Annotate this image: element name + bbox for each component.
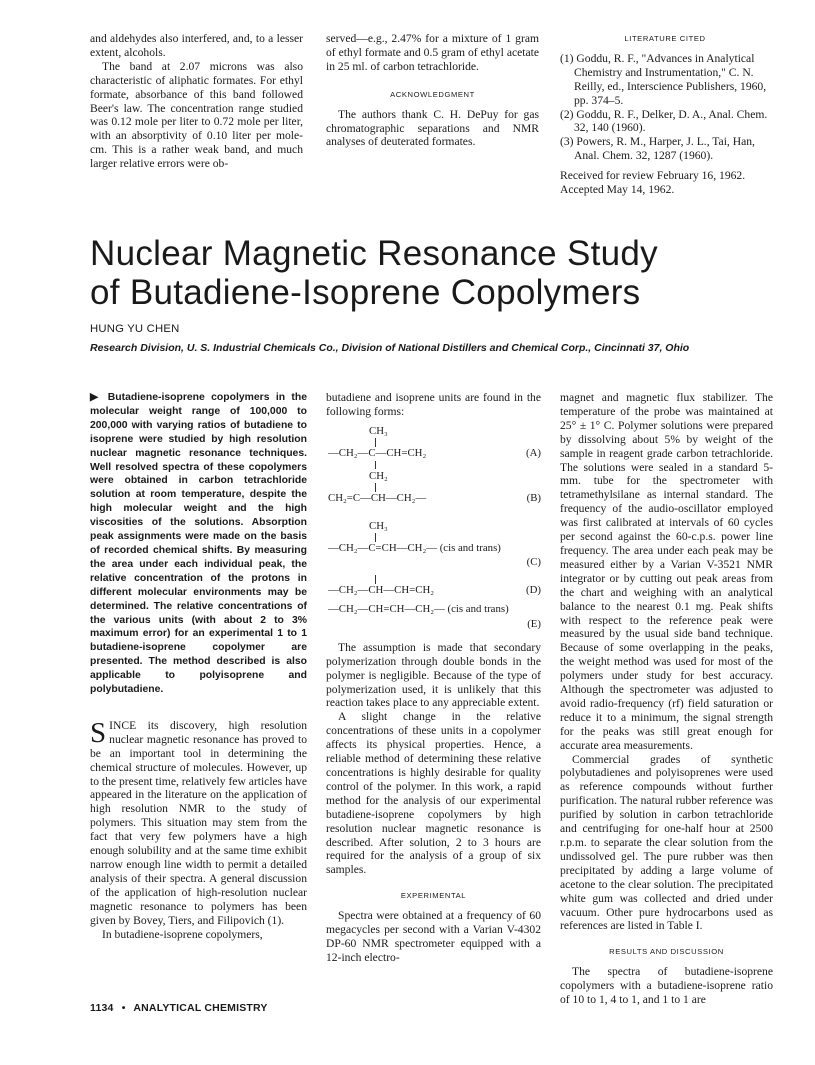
- bond-line: [375, 461, 376, 469]
- formula-a: —CH₂—C—CH=CH₂: [328, 446, 427, 459]
- formula-b-label: (B): [526, 491, 541, 504]
- middle-column: [326, 391, 541, 965]
- formula-c: —CH₂—C=CH—CH₂— (cis and trans): [328, 541, 501, 554]
- formula-e-label: (E): [527, 617, 541, 630]
- mid-para: A slight change in the relative concentrations of these units in a copolymer affects its physical properties. Hence, a reliable method of determining these relative concentrations is highly desirable for quality control of the polymer. In this work, a rapid method for the analysis of our experimental butadiene-isoprene copolymers by high resolution nuclear magnetic resonance is described. After solution, 2 to 3 hours are required for the analysis of a group of six samples.: [326, 710, 541, 877]
- formula-c-substituent: CH₃: [369, 519, 388, 532]
- received-note: Received for review February 16, 1962. Accepted May 14, 1962.: [560, 169, 746, 197]
- right-para: The spectra of butadiene-isoprene copolymers with a butadiene-isoprene ratio of 10 to 1, 4 to 1, and 1 to 1 are: [560, 965, 773, 1007]
- affiliation: Research Division, U. S. Industrial Chemicals Co., Division of National Distillers and Chemical Corp., Cincinnati 37, Ohio: [90, 342, 690, 354]
- right-column: [560, 391, 773, 1007]
- right-para: magnet and magnetic flux stabilizer. The temperature of the probe was maintained at 25° ± 1° C. Polymer solutions were prepared by dissolving about 5% by weight of the sample in reagent grade carbon tetrachloride. The solutions were sealed in a standard 5-mm. tube for the spectrometer with tetramethylsilane as internal standard. The frequency of the audio-oscillator employed was first calibrated at intervals of 60 cycles per second against the 60-c.p.s. power line frequency. The area under each peak may be measured either by a Varian V-3521 NMR integrator or by cutting out peak areas from the chart and weighing with an analytical balance to the nearest 0.1 mg. Peak shifts with respect to the reference peak were measured by the usual side band technique. Because of some overlapping in the peaks, the weight method was used for most of the polymers under study for best accuracy. Although the spectrometer was adjusted to avoid radio-frequency (rf) field saturation or reduce it to a minimum, the signal strength for the peaks was still great enough for accurate area measurements.: [560, 391, 773, 752]
- top-col1-para: The band at 2.07 microns was also characteristic of aliphatic formates. For ethyl formate, absorbance of this band followed Beer's law. The concentration range studied was 0.12 mole per liter to 0.72 mole per liter, with an absorptivity of 0.10 liter per mole-cm. This is a rather weak band, and much larger relative errors were ob-: [90, 59, 303, 171]
- structural-formulas: [326, 425, 541, 671]
- formula-d: —CH₂—CH—CH=CH₂: [328, 583, 435, 596]
- top-col1-para: and aldehydes also interfered, and, to a lesser extent, alcohols.: [90, 32, 303, 59]
- footer-bullet: •: [121, 1002, 126, 1014]
- top-column-2: [326, 32, 539, 149]
- article-title: [90, 234, 770, 312]
- introduction: [90, 716, 307, 942]
- page-footer: [90, 1002, 268, 1014]
- top-col2-para: served—e.g., 2.47% for a mixture of 1 gram of ethyl formate and 0.5 gram of ethyl acetate in 25 ml. of carbon tetrachloride.: [326, 32, 539, 73]
- left-column: [90, 391, 307, 941]
- reference-item: (2) Goddu, R. F., Delker, D. A., Anal. Chem. 32, 140 (1960).: [560, 107, 768, 135]
- formula-c-label: (C): [526, 555, 541, 568]
- top-column-3: [560, 32, 770, 197]
- reference-item: (1) Goddu, R. F., "Advances in Analytical Chemistry and Instrumentation," C. N. Reilly, ed., Interscience Publishers, 1960, pp. 374–5.: [560, 51, 767, 107]
- forms-lead: butadiene and isoprene units are found in the following forms:: [326, 391, 541, 418]
- author-name: HUNG YU CHEN: [90, 323, 180, 335]
- formula-e: —CH₂—CH=CH—CH₂— (cis and trans): [328, 602, 509, 615]
- bond-line: [375, 438, 376, 447]
- formula-a-label: (A): [526, 446, 541, 459]
- drop-cap: S: [90, 716, 107, 749]
- top-column-1: [90, 32, 303, 171]
- page-number: 1134: [90, 1002, 114, 1014]
- formula-a-substituent: CH₃: [369, 424, 388, 437]
- literature-cited-heading: LITERATURE CITED: [624, 34, 706, 43]
- bond-line: [375, 533, 376, 542]
- intro-para: In butadiene-isoprene copolymers,: [102, 927, 263, 941]
- formula-b-substituent: CH₂: [369, 469, 388, 482]
- formula-b: CH₂=C—CH—CH₂—: [328, 491, 427, 504]
- bond-line: [375, 575, 376, 584]
- mid-para: The assumption is made that secondary polymerization through double bonds in the polymer is negligible. Because of the type of polymerization used, it is unlikely that this reaction takes place to any appreciable extent.: [326, 640, 541, 710]
- reference-item: (3) Powers, R. M., Harper, J. L., Tai, Han, Anal. Chem. 32, 1287 (1960).: [560, 135, 755, 163]
- right-para: Commercial grades of synthetic polybutadienes and polyisoprenes were used as reference compounds without further purification. The natural rubber reference was purified by solution in carbon tetrachloride and centrifuging for one-half hour at 2500 r.p.m. to separate the clear solution from the undissolved gel. The pure rubber was then precipitated by adding a large volume of acetone to the clear solution. The precipitated white gum was collected and dried under vacuum. Other pure hydrocarbons used as references are listed in Table I.: [560, 752, 773, 933]
- intro-para: INCE its discovery, high resolution nuclear magnetic resonance has proved to be an important tool in determining the chemical structure of molecules. However, up to the present time, relatively few articles have appeared in the literature on the application of high resolution NMR to the study of polymers. This situation may stem from the fact that very few polymers have a high enough solubility and at the same time exhibit narrow enough line width to permit a detailed analysis of their spectra. A general discussion of the application of high-resolution nuclear magnetic resonance to polymers has been given by Bovey, Tiers, and Filipovich (1).: [90, 718, 307, 927]
- title-line-2: of Butadiene-Isoprene Copolymers: [90, 273, 641, 312]
- mid-para: Spectra were obtained at a frequency of 60 megacycles per second with a Varian V-4302 DP-60 NMR spectrometer equipped with a 12-inch electro-: [326, 909, 541, 964]
- acknowledgment-text: The authors thank C. H. DePuy for gas chromatographic separations and NMR analyses of deuterated formates.: [326, 107, 539, 149]
- results-heading: RESULTS AND DISCUSSION: [609, 947, 724, 957]
- acknowledgment-heading: ACKNOWLEDGMENT: [390, 89, 475, 99]
- journal-name: ANALYTICAL CHEMISTRY: [133, 1002, 268, 1014]
- title-line-1: Nuclear Magnetic Resonance Study: [90, 234, 658, 273]
- abstract: ▶ Butadiene-isoprene copolymers in the molecular weight range of 100,000 to 200,000 with varying ratios of butadiene to isoprene were studied by high resolution nuclear magnetic resonance techniques. Well resolved spectra of these copolymers were obtained in carbon tetrachloride solution at room temperature, despite the high molecular weight and the high viscosities of the solutions. Absorption peak assignments were made on the basis of recorded chemical shifts. By measuring the area under each individual peak, the relative concentration of the protons in different molecular environments may be determined. The relative concentrations of the various units (with about 2 to 3% maximum error) for an experimental 1 to 1 butadiene-isoprene copolymer are presented. The method described is also applicable to polyisoprene and polybutadiene.: [90, 392, 307, 696]
- formula-d-label: (D): [526, 583, 541, 596]
- bond-line: [375, 483, 376, 492]
- experimental-heading: EXPERIMENTAL: [400, 891, 467, 901]
